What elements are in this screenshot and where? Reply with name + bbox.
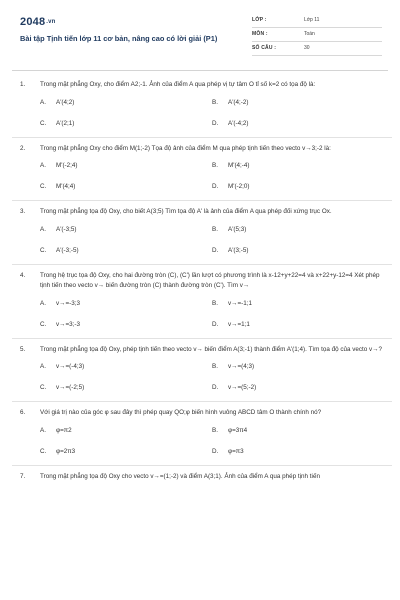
question xyxy=(20,345,384,403)
option-text: v→=3;-3 xyxy=(56,320,80,328)
option-letter: C. xyxy=(40,384,47,391)
answer-option[interactable] xyxy=(212,427,247,434)
option-text: M'(-2;0) xyxy=(228,183,250,190)
answer-option[interactable] xyxy=(40,300,80,307)
option-text: v→=(-2;5) xyxy=(56,384,85,391)
question-text: Trong mặt phẳng tọa độ Oxy, cho biết A(3;5) Tìm tọa độ A' là ảnh của điểm A qua phép đối xứng trục Ox. xyxy=(40,208,332,215)
answer-options xyxy=(20,355,384,397)
answer-options xyxy=(20,419,384,461)
answer-option[interactable] xyxy=(212,99,248,106)
option-letter: A. xyxy=(40,426,46,434)
document-header xyxy=(20,14,382,74)
question-divider xyxy=(12,401,392,402)
answer-option[interactable] xyxy=(40,448,75,455)
question-text: Trong mặt phẳng Oxy cho điểm M(1;-2) Tọa độ ảnh của điểm M qua phép tịnh tiến theo vecto v→3;-2 là: xyxy=(40,144,331,152)
option-text: v→=(4;3) xyxy=(228,363,255,370)
question-divider xyxy=(12,137,392,138)
answer-option[interactable] xyxy=(40,247,79,254)
option-text: M'(-2;4) xyxy=(56,162,78,169)
question-text: Trong hệ trục tọa độ Oxy, cho hai đường tròn (C), (C') lần lượt có phương trình là x-12+y+22=4 và x+22+y-12=4 Xét phép tịnh tiến theo vecto v→ biến đường tròn (C) thành đường tròn (C'). Tìm v→ xyxy=(40,271,380,289)
option-letter: B. xyxy=(212,225,218,233)
option-text: A'(3;-5) xyxy=(228,246,249,254)
option-text: M'(4;-4) xyxy=(228,162,250,169)
question-divider xyxy=(12,200,392,201)
site-logo[interactable] xyxy=(20,16,56,28)
answer-option[interactable] xyxy=(212,162,250,169)
meta-row xyxy=(252,42,382,56)
meta-row xyxy=(252,14,382,28)
answer-options xyxy=(20,91,384,133)
meta-label: SỐ CÂU : xyxy=(252,45,277,51)
option-text: A'(4;2) xyxy=(56,98,75,106)
answer-option[interactable] xyxy=(40,384,84,391)
answer-option[interactable] xyxy=(40,120,74,127)
question xyxy=(20,144,384,202)
answer-option[interactable] xyxy=(40,363,84,370)
option-letter: B. xyxy=(212,162,218,169)
option-text: A'(2;1) xyxy=(56,119,75,127)
option-letter: D. xyxy=(212,447,219,455)
option-letter: C. xyxy=(40,183,47,190)
option-text: φ=π2 xyxy=(56,426,72,434)
meta-value: Toán xyxy=(304,31,315,37)
question xyxy=(20,80,384,138)
question-stem xyxy=(20,472,384,483)
option-letter: A. xyxy=(40,225,46,233)
question-list xyxy=(20,80,384,482)
option-letter: C. xyxy=(40,119,47,127)
question-text: Trong mặt phẳng tọa độ Oxy cho vecto v→=(1;-2) và điểm A(3;1). Ảnh của điểm A qua phép tịnh tiến xyxy=(40,472,320,480)
question-number: 3. xyxy=(20,208,26,215)
answer-option[interactable] xyxy=(212,321,250,328)
answer-option[interactable] xyxy=(40,183,75,190)
option-text: A'(4;-2) xyxy=(228,98,249,106)
answer-option[interactable] xyxy=(40,427,72,434)
question-stem xyxy=(20,144,384,155)
option-text: A'(5;3) xyxy=(228,225,247,233)
meta-value: Lớp 11 xyxy=(304,17,320,23)
answer-option[interactable] xyxy=(212,120,248,127)
option-letter: D. xyxy=(212,384,219,391)
option-text: φ=2π3 xyxy=(56,447,76,455)
answer-option[interactable] xyxy=(212,183,250,190)
option-text: φ=3π4 xyxy=(228,426,248,434)
answer-option[interactable] xyxy=(40,162,78,169)
option-text: v→=-3;3 xyxy=(56,299,80,307)
question xyxy=(20,408,384,466)
option-letter: C. xyxy=(40,447,47,455)
question-number: 7. xyxy=(20,472,26,480)
logo-text: 2048 xyxy=(20,16,46,28)
question xyxy=(20,472,384,483)
option-letter: B. xyxy=(212,98,218,106)
option-letter: B. xyxy=(212,299,218,307)
question-stem xyxy=(20,80,384,91)
meta-table xyxy=(252,14,382,56)
option-letter: A. xyxy=(40,162,46,169)
answer-option[interactable] xyxy=(212,363,254,370)
option-text: A'(-4;2) xyxy=(228,119,249,127)
answer-options xyxy=(20,292,384,334)
question xyxy=(20,271,384,339)
answer-option[interactable] xyxy=(40,226,76,233)
logo-suffix: .vn xyxy=(46,19,56,26)
header-divider xyxy=(12,70,388,71)
option-letter: D. xyxy=(212,246,219,254)
meta-label: MÔN : xyxy=(252,31,268,37)
question-stem xyxy=(20,271,384,292)
question-stem xyxy=(20,345,384,356)
option-text: v→=(-4;3) xyxy=(56,363,85,370)
question-stem xyxy=(20,207,384,218)
question-divider xyxy=(12,465,392,466)
option-text: A'(-3;5) xyxy=(56,225,77,233)
answer-option[interactable] xyxy=(40,321,80,328)
option-letter: D. xyxy=(212,119,219,127)
question-text: Trong mặt phẳng Oxy, cho điểm A2;-1. Ảnh của điểm A qua phép vị tự tâm O tỉ số k=2 có tọa độ là: xyxy=(40,81,316,88)
option-letter: A. xyxy=(40,299,46,307)
option-letter: C. xyxy=(40,246,47,254)
option-letter: B. xyxy=(212,426,218,434)
question-number: 4. xyxy=(20,271,26,279)
option-letter: B. xyxy=(212,363,218,370)
question-number: 2. xyxy=(20,144,26,152)
question-number: 6. xyxy=(20,409,26,416)
answer-option[interactable] xyxy=(40,99,74,106)
answer-options xyxy=(20,154,384,196)
option-letter: D. xyxy=(212,320,219,328)
answer-option[interactable] xyxy=(212,300,252,307)
question-number: 5. xyxy=(20,345,26,353)
meta-row xyxy=(252,28,382,42)
meta-value: 30 xyxy=(304,45,310,51)
question-text: Với giá trị nào của góc φ sau đây thì phép quay QO;φ biến hình vuông ABCD tâm O thành chính nó? xyxy=(40,409,322,416)
option-text: A'(-3;-5) xyxy=(56,246,79,254)
option-text: v→=(5;-2) xyxy=(228,384,257,391)
question-text: Trong mặt phẳng tọa độ Oxy, phép tịnh tiến theo vecto v→ biến điểm A(3;-1) thành điểm A'(1;4). Tìm tọa độ của vecto v→? xyxy=(40,345,383,353)
option-text: v→=-1;1 xyxy=(228,299,252,307)
question-divider xyxy=(12,264,392,265)
answer-option[interactable] xyxy=(212,226,246,233)
meta-label: LỚP : xyxy=(252,17,267,23)
answer-option[interactable] xyxy=(212,384,256,391)
question xyxy=(20,207,384,265)
question-number: 1. xyxy=(20,81,26,88)
option-letter: A. xyxy=(40,363,46,370)
answer-option[interactable] xyxy=(212,247,248,254)
option-text: v→=1;1 xyxy=(228,320,250,328)
option-text: φ=π3 xyxy=(228,447,244,455)
answer-option[interactable] xyxy=(212,448,244,455)
option-letter: C. xyxy=(40,320,47,328)
option-letter: D. xyxy=(212,183,219,190)
option-letter: A. xyxy=(40,98,46,106)
answer-options xyxy=(20,218,384,260)
document-title: Bài tập Tịnh tiến lớp 11 cơ bản, nâng cao có lời giải (P1) xyxy=(20,34,218,43)
question-stem xyxy=(20,408,384,419)
option-text: M'(4;4) xyxy=(56,183,76,190)
question-divider xyxy=(12,338,392,339)
